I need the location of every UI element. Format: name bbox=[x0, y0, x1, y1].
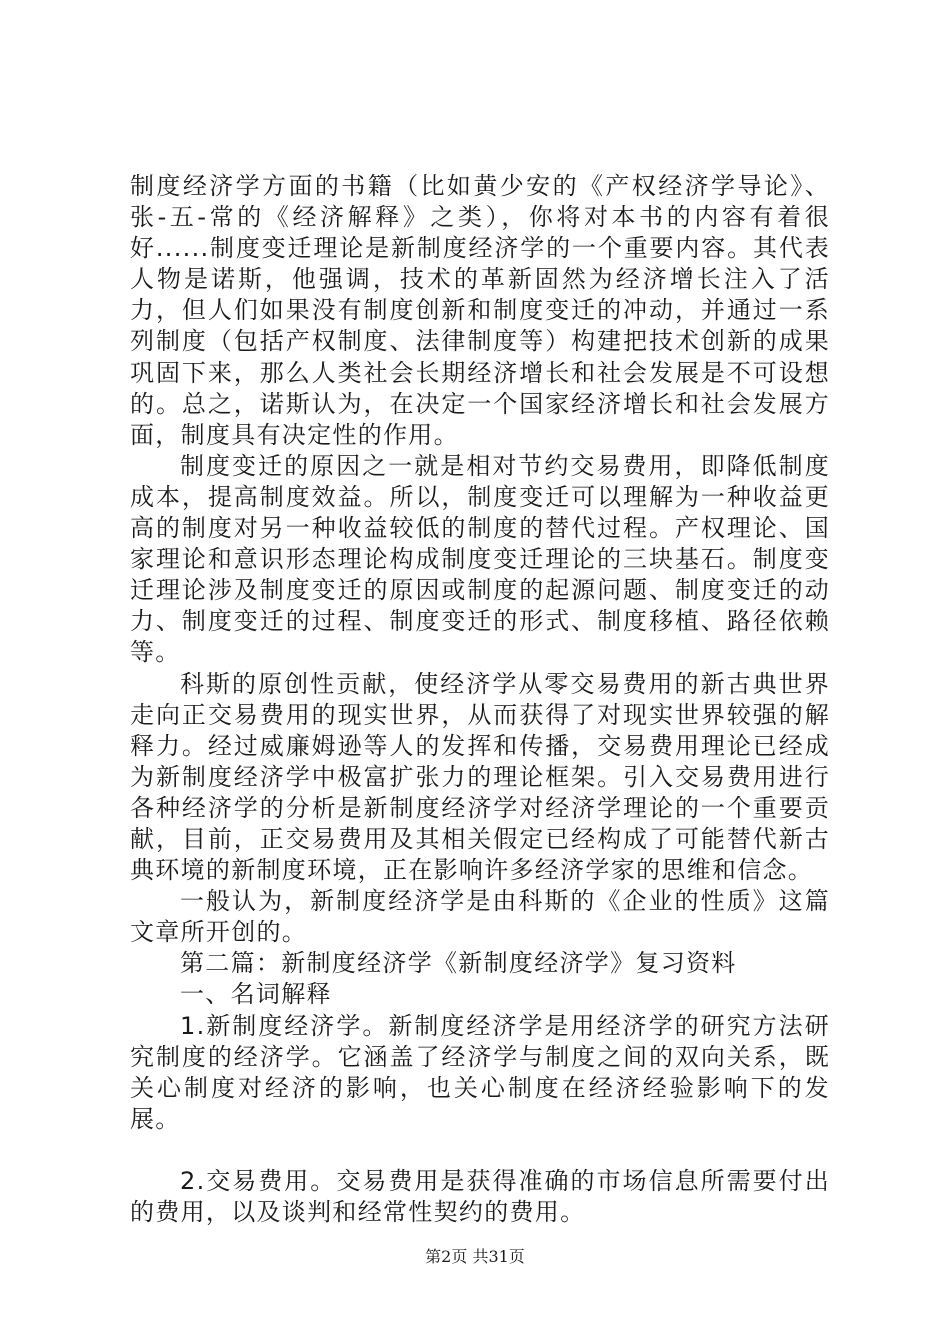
page-number-footer: 第2页 共31页 bbox=[425, 1247, 525, 1266]
paragraph-coase-contribution: 科斯的原创性贡献，使经济学从零交易费用的新古典世界走向正交易费用的现实世界，从而获得了对现实世界较强的解释力。经过威廉姆逊等人的发挥和传播，交易费用理论已经成为新制度经济学中极富扩张力的理论框架。引入交易费用进行各种经济学的分析是新制度经济学对经济学理论的一个重要贡献，目前，正交易费用及其相关假定已经构成了可能替代新古典环境的新制度环境，正在影响许多经济学家的思维和信念。 bbox=[130, 669, 830, 885]
section-heading: 第二篇：新制度经济学《新制度经济学》复习资料 bbox=[180, 949, 737, 978]
paragraph-intro: 制度经济学方面的书籍（比如黄少安的《产权经济学导论》、张-五-常的《经济解释》之类），你将对本书的内容有着很好......制度变迁理论是新制度经济学的一个重要内容。其代表人物是诺斯，他强调，技术的革新固然为经济增长注入了活力，但人们如果没有制度创新和制度变迁的冲动，并通过一系列制度（包括产权制度、法律制度等）构建把技术创新的成果巩固下来，那么人类社会长期经济增长和社会发展是不可设想的。总之，诺斯认为，在决定一个国家经济增长和社会发展方面，制度具有决定性的作用。 bbox=[130, 172, 830, 449]
paragraph-institutional-change: 制度变迁的原因之一就是相对节约交易费用，即降低制度成本，提高制度效益。所以，制度变迁可以理解为一种收益更高的制度对另一种收益较低的制度的替代过程。产权理论、国家理论和意识形态理论构成制度变迁理论的三块基石。制度变迁理论涉及制度变迁的原因或制度的起源问题、制度变迁的动力、制度变迁的过程、制度变迁的形式、制度移植、路径依赖等。 bbox=[130, 451, 830, 667]
subsection-heading: 一、名词解释 bbox=[180, 980, 332, 1009]
definition-item-2: 2.交易费用。交易费用是获得准确的市场信息所需要付出的费用，以及谈判和经常性契约的费用。 bbox=[130, 1166, 830, 1226]
paragraph-gap bbox=[130, 1135, 830, 1166]
document-body bbox=[130, 171, 830, 1228]
paragraph-firm-nature: 一般认为，新制度经济学是由科斯的《企业的性质》这篇文章所开创的。 bbox=[130, 887, 830, 947]
definition-item-1: 1.新制度经济学。新制度经济学是用经济学的研究方法研究制度的经济学。它涵盖了经济学与制度之间的双向关系，既关心制度对经济的影响，也关心制度在经济经验影响下的发展。 bbox=[130, 1011, 830, 1133]
